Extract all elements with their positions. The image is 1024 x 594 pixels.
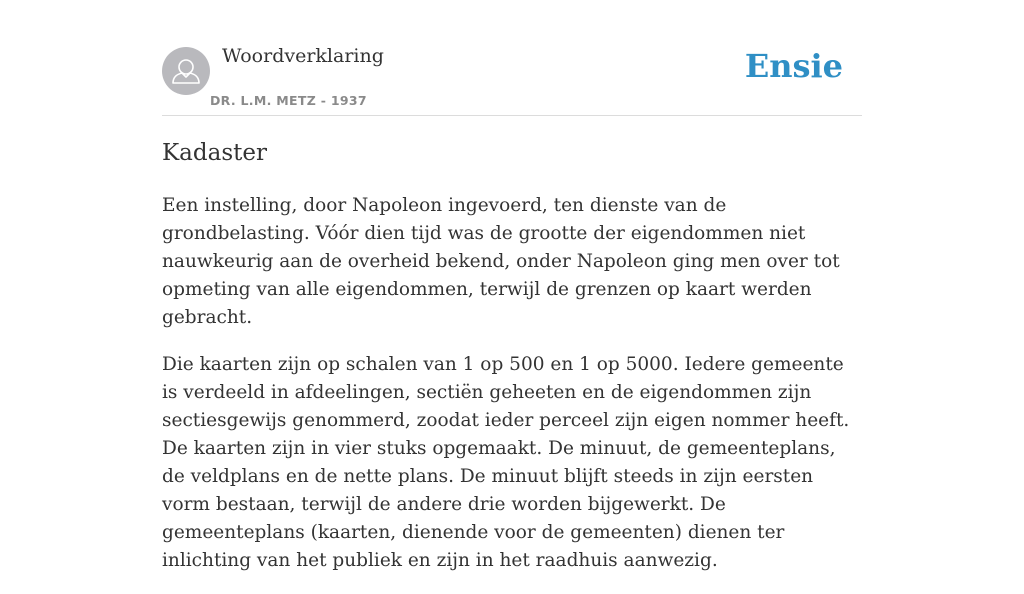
article-paragraph: Een instelling, door Napoleon ingevoerd, ten dienste van de grondbelasting. Vóór dien tijd was de grootte der eigendommen niet nauwkeurig aan de overheid bekend, onder Napoleon ging men over tot opmeting van alle eigendommen, terwijl de grenzen op kaart werden gebracht.	[162, 195, 840, 328]
user-icon	[162, 47, 210, 95]
ensie-logo-link[interactable]: Ensie	[744, 47, 843, 85]
source-label[interactable]: DR. L.M. METZ - 1937	[210, 93, 367, 108]
article-title: Kadaster	[162, 140, 267, 166]
category-label[interactable]: Woordverklaring	[222, 45, 384, 67]
article-body	[162, 192, 862, 594]
article-header	[162, 0, 862, 116]
content-column	[162, 0, 862, 571]
avatar[interactable]	[162, 47, 210, 95]
article-paragraph: Die kaarten zijn op schalen van 1 op 500 en 1 op 5000. Iedere gemeente is verdeeld in afdeelingen, sectiën geheeten en de eigendommen zijn sectiesgewijs genommerd, zoodat ieder perceel zijn eigen nommer heeft. De kaarten zijn in vier stuks opgemaakt. De minuut, de gemeenteplans, de veldplans en de nette plans. De minuut blijft steeds in zijn eersten vorm bestaan, terwijl de andere drie worden bijgewerkt. De gemeenteplans (kaarten, dienende voor de gemeenten) dienen ter inlichting van het publiek en zijn in het raadhuis aanwezig.	[162, 354, 850, 571]
